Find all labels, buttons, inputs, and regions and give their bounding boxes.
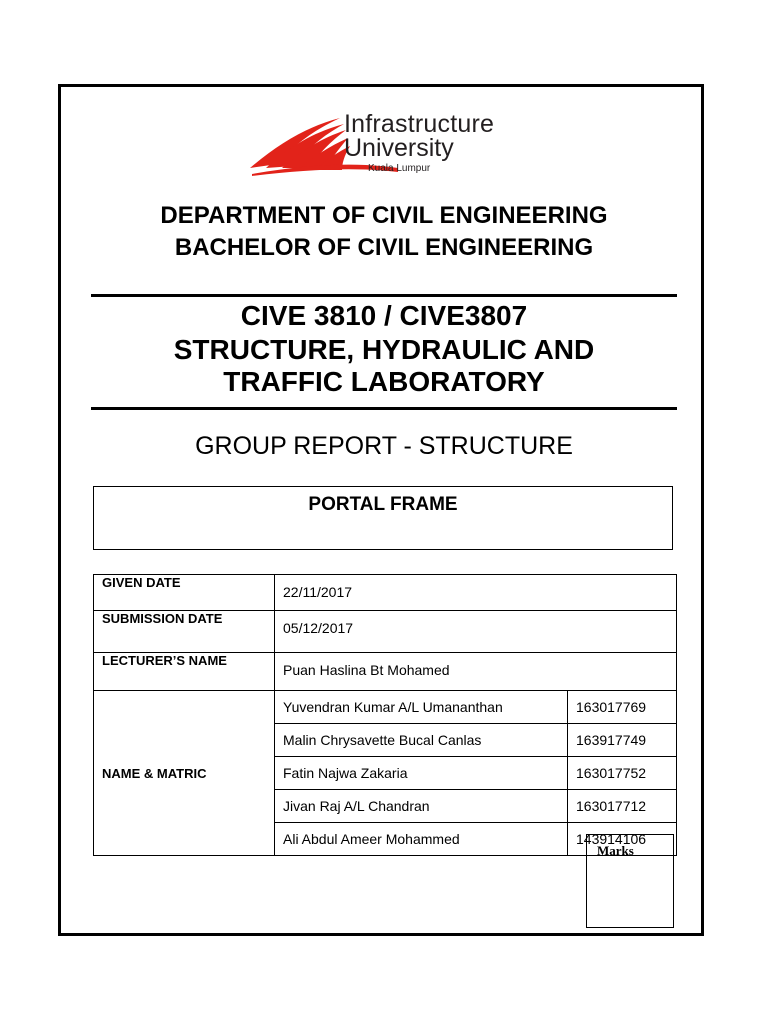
given-date-value: 22/11/2017 [275, 575, 677, 611]
member-matric: 163917749 [568, 724, 677, 757]
members-label: NAME & MATRIC [94, 691, 275, 856]
logo-text-infrastructure: Infrastructure [344, 110, 495, 138]
marks-box [586, 834, 674, 928]
divider-bottom [91, 407, 677, 410]
logo-text-location: Kuala Lumpur [368, 163, 431, 174]
report-title: PORTAL FRAME [308, 494, 458, 515]
details-table [93, 574, 677, 856]
member-matric: 163017752 [568, 757, 677, 790]
table-row [94, 653, 677, 691]
report-title-box [93, 486, 673, 550]
lecturer-value: Puan Haslina Bt Mohamed [275, 653, 677, 691]
table-row [94, 611, 677, 653]
course-name-line2: TRAFFIC LABORATORY [223, 366, 545, 397]
submission-date-label: SUBMISSION DATE [94, 611, 275, 653]
department-title: DEPARTMENT OF CIVIL ENGINEERING [160, 202, 608, 229]
member-name: Jivan Raj A/L Chandran [275, 790, 568, 823]
submission-date-value: 05/12/2017 [275, 611, 677, 653]
programme-title: BACHELOR OF CIVIL ENGINEERING [174, 234, 594, 261]
divider-top [91, 294, 677, 297]
member-matric: 163017769 [568, 691, 677, 724]
course-code: CIVE 3810 / CIVE3807 [240, 300, 528, 331]
given-date-label: GIVEN DATE [94, 575, 275, 611]
marks-label: Marks [597, 843, 634, 858]
member-matric: 163017712 [568, 790, 677, 823]
member-matric: 143914106 [568, 823, 677, 856]
logo-text-university: University [344, 134, 454, 162]
member-name: Malin Chrysavette Bucal Canlas [275, 724, 568, 757]
report-type: GROUP REPORT - STRUCTURE [195, 432, 573, 460]
course-name-line1: STRUCTURE, HYDRAULIC AND [173, 334, 595, 365]
table-row [94, 575, 677, 611]
member-name: Fatin Najwa Zakaria [275, 757, 568, 790]
lecturer-label: LECTURER’S NAME [94, 653, 275, 691]
table-row [94, 691, 677, 724]
member-name: Ali Abdul Ameer Mohammed [275, 823, 568, 856]
member-name: Yuvendran Kumar A/L Umananthan [275, 691, 568, 724]
